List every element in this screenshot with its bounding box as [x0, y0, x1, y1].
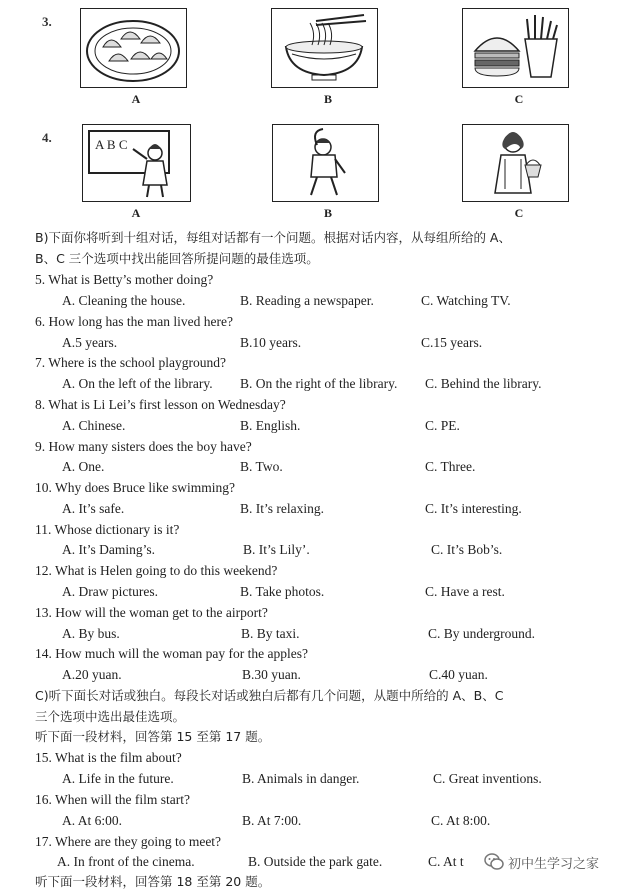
teacher-blackboard-icon [82, 124, 191, 202]
q13-option-b: B. By taxi. [241, 626, 300, 641]
section-c-part1-intro: 听下面一段材料，回答第 15 至第 17 题。 [35, 729, 271, 744]
question-6: 6. How long has the man lived here? [35, 314, 233, 329]
question-14: 14. How much will the woman pay for the apples? [35, 646, 308, 661]
q10-option-a: A. It’s safe. [62, 501, 125, 516]
q10-option-b: B. It’s relaxing. [240, 501, 324, 516]
wechat-icon [484, 853, 504, 871]
q9-option-a: A. One. [62, 459, 105, 474]
question-7: 7. Where is the school playground? [35, 355, 226, 370]
question-9: 9. How many sisters does the boy have? [35, 439, 252, 454]
q5-option-c: C. Watching TV. [421, 293, 511, 308]
watermark-text: 初中生学习之家 [508, 857, 600, 872]
section-c-instruction-2: 三个选项中选出最佳选项。 [35, 709, 186, 724]
q12-option-b: B. Take photos. [240, 584, 325, 599]
q8-option-b: B. English. [240, 418, 301, 433]
q16-option-c: C. At 8:00. [431, 813, 491, 828]
q15-option-a: A. Life in the future. [62, 771, 174, 786]
q13-option-a: A. By bus. [62, 626, 120, 641]
q14-option-c: C.40 yuan. [429, 667, 488, 682]
q14-option-b: B.30 yuan. [242, 667, 301, 682]
watermark [468, 852, 618, 872]
q13-option-c: C. By underground. [428, 626, 535, 641]
q7-option-a: A. On the left of the library. [62, 376, 213, 391]
q11-option-a: A. It’s Daming’s. [62, 542, 155, 557]
blackboard-text: A B C [95, 137, 128, 152]
q7-option-c: C. Behind the library. [425, 376, 542, 391]
question-10: 10. Why does Bruce like swimming? [35, 480, 235, 495]
option-label-3a: A [131, 92, 141, 106]
option-label-3c: C [514, 92, 524, 106]
boy-exercising-icon [272, 124, 379, 202]
question-16: 16. When will the film start? [35, 792, 190, 807]
q9-option-b: B. Two. [240, 459, 283, 474]
question-number-4: 4. [42, 130, 52, 145]
q6-option-b: B.10 years. [240, 335, 302, 350]
section-b-instruction-2: B、C 三个选项中找出能回答所提问题的最佳选项。 [35, 251, 319, 266]
question-5: 5. What is Betty’s mother doing? [35, 272, 214, 287]
woman-shopping-basket-icon [462, 124, 569, 202]
option-label-4a: A [131, 206, 141, 220]
question-17: 17. Where are they going to meet? [35, 834, 222, 849]
q8-option-a: A. Chinese. [62, 418, 126, 433]
dumplings-plate-icon [80, 8, 187, 88]
question-15: 15. What is the film about? [35, 750, 182, 765]
q16-option-a: A. At 6:00. [62, 813, 123, 828]
q6-option-a: A.5 years. [62, 335, 118, 350]
q15-option-b: B. Animals in danger. [242, 771, 360, 786]
option-label-3b: B [323, 92, 332, 106]
q9-option-c: C. Three. [425, 459, 476, 474]
q7-option-b: B. On the right of the library. [240, 376, 398, 391]
q15-option-c: C. Great inventions. [433, 771, 542, 786]
option-label-4b: B [323, 206, 332, 220]
q12-option-c: C. Have a rest. [425, 584, 505, 599]
question-13: 13. How will the woman get to the airport? [35, 605, 268, 620]
q14-option-a: A.20 yuan. [62, 667, 122, 682]
q5-option-a: A. Cleaning the house. [62, 293, 186, 308]
question-8: 8. What is Li Lei’s first lesson on Wednesday? [35, 397, 286, 412]
q10-option-c: C. It’s interesting. [425, 501, 522, 516]
q12-option-a: A. Draw pictures. [62, 584, 158, 599]
q8-option-c: C. PE. [425, 418, 460, 433]
option-label-4c: C [514, 206, 524, 220]
q16-option-b: B. At 7:00. [242, 813, 302, 828]
section-c-instruction-1: C)听下面长对话或独白。每段长对话或独白后都有几个问题，从题中所给的 A、B、C [35, 688, 504, 703]
q17-option-b: B. Outside the park gate. [248, 854, 383, 869]
section-c-part2-intro: 听下面一段材料，回答第 18 至第 20 题。 [35, 874, 271, 889]
q17-option-c: C. At t [428, 854, 464, 869]
q6-option-c: C.15 years. [421, 335, 483, 350]
question-11: 11. Whose dictionary is it? [35, 522, 180, 537]
section-b-instruction-1: B)下面你将听到十组对话，每组对话都有一个问题。根据对话内容，从每组所给的 A、 [35, 230, 511, 245]
question-12: 12. What is Helen going to do this weekend? [35, 563, 278, 578]
q17-option-a: A. In front of the cinema. [57, 854, 195, 869]
question-number-3: 3. [42, 14, 52, 29]
hamburger-fries-icon [462, 8, 569, 88]
noodles-bowl-icon [271, 8, 378, 88]
q5-option-b: B. Reading a newspaper. [240, 293, 374, 308]
q11-option-c: C. It’s Bob’s. [431, 542, 503, 557]
q11-option-b: B. It’s Lily’. [243, 542, 310, 557]
